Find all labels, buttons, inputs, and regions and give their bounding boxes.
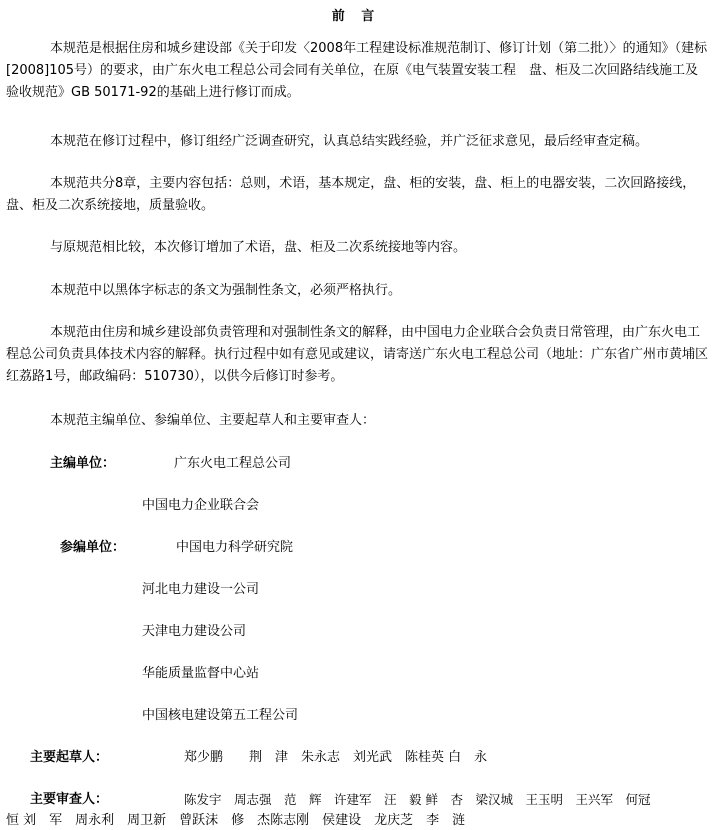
reviewers-names-line2: 恒 刘 军 周永利 周卫新 曾跃沫 修 杰陈志刚 侯建设 龙庆芝 李 涟: [6, 813, 466, 828]
participating-unit-1: 中国电力科学研究院: [176, 540, 294, 555]
reviewers-names-line1: 陈发宇 周志强 范 辉 许建军 汪 毅 鲜 杏 梁汉城 王玉明 王兴军 何冠: [184, 792, 651, 807]
paragraph-contents: 本规范共分8章，主要内容包括：总则，术语，基本规定，盘、柜的安装，盘、柜上的电器安装，二次回路接线，盘、柜及二次系统接地，质量验收。: [6, 176, 696, 213]
chief-unit-2: 中国电力企业联合会: [142, 498, 260, 513]
drafters-names: 郑少鹏 荆 津 朱永志 刘光武 陈桂英 白 永: [184, 750, 488, 765]
paragraph-basis: 本规范是根据住房和城乡建设部《关于印发〈2008年工程建设标准规范制订、修订计划（第二批）〉的通知》（建标[2008]105号）的要求，由广东火电工程总公司会同有关单位，在原《电气装置安装工程 盘、柜及二次回路结线施工及验收规范》GB 50171-92的基础上进行修订而成。: [6, 41, 708, 100]
drafters-label: 主要起草人：: [30, 750, 109, 765]
reviewers-label: 主要审查人：: [30, 792, 109, 807]
chief-units-label: 主编单位：: [50, 456, 116, 471]
paragraph-units-intro: 本规范主编单位、参编单位、主要起草人和主要审查人：: [50, 413, 376, 428]
participating-unit-5: 中国核电建设第五工程公司: [142, 708, 299, 723]
paragraph-revision-process: 本规范在修订过程中，修订组经广泛调查研究，认真总结实践经验，并广泛征求意见，最后经审查定稿。: [50, 134, 649, 149]
participating-units-label: 参编单位：: [60, 540, 126, 555]
chief-unit-1: 广东火电工程总公司: [174, 456, 292, 471]
paragraph-mandatory: 本规范中以黑体字标志的条文为强制性条文，必须严格执行。: [50, 283, 402, 298]
paragraph-additions: 与原规范相比较，本次修订增加了术语，盘、柜及二次系统接地等内容。: [50, 240, 467, 255]
participating-unit-4: 华能质量监督中心站: [142, 666, 260, 681]
page-title: 前 言: [331, 9, 381, 24]
participating-unit-3: 天津电力建设公司: [142, 624, 247, 639]
participating-unit-2: 河北电力建设一公司: [142, 582, 260, 597]
paragraph-management: 本规范由住房和城乡建设部负责管理和对强制性条文的解释，由中国电力企业联合会负责日常管理，由广东火电工程总公司负责具体技术内容的解释。执行过程中如有意见或建议，请寄送广东火电工程总公司（地址：广东省广州市黄埔区红荔路1号，邮政编码：510730），以供今后修订时参考。: [6, 325, 709, 384]
